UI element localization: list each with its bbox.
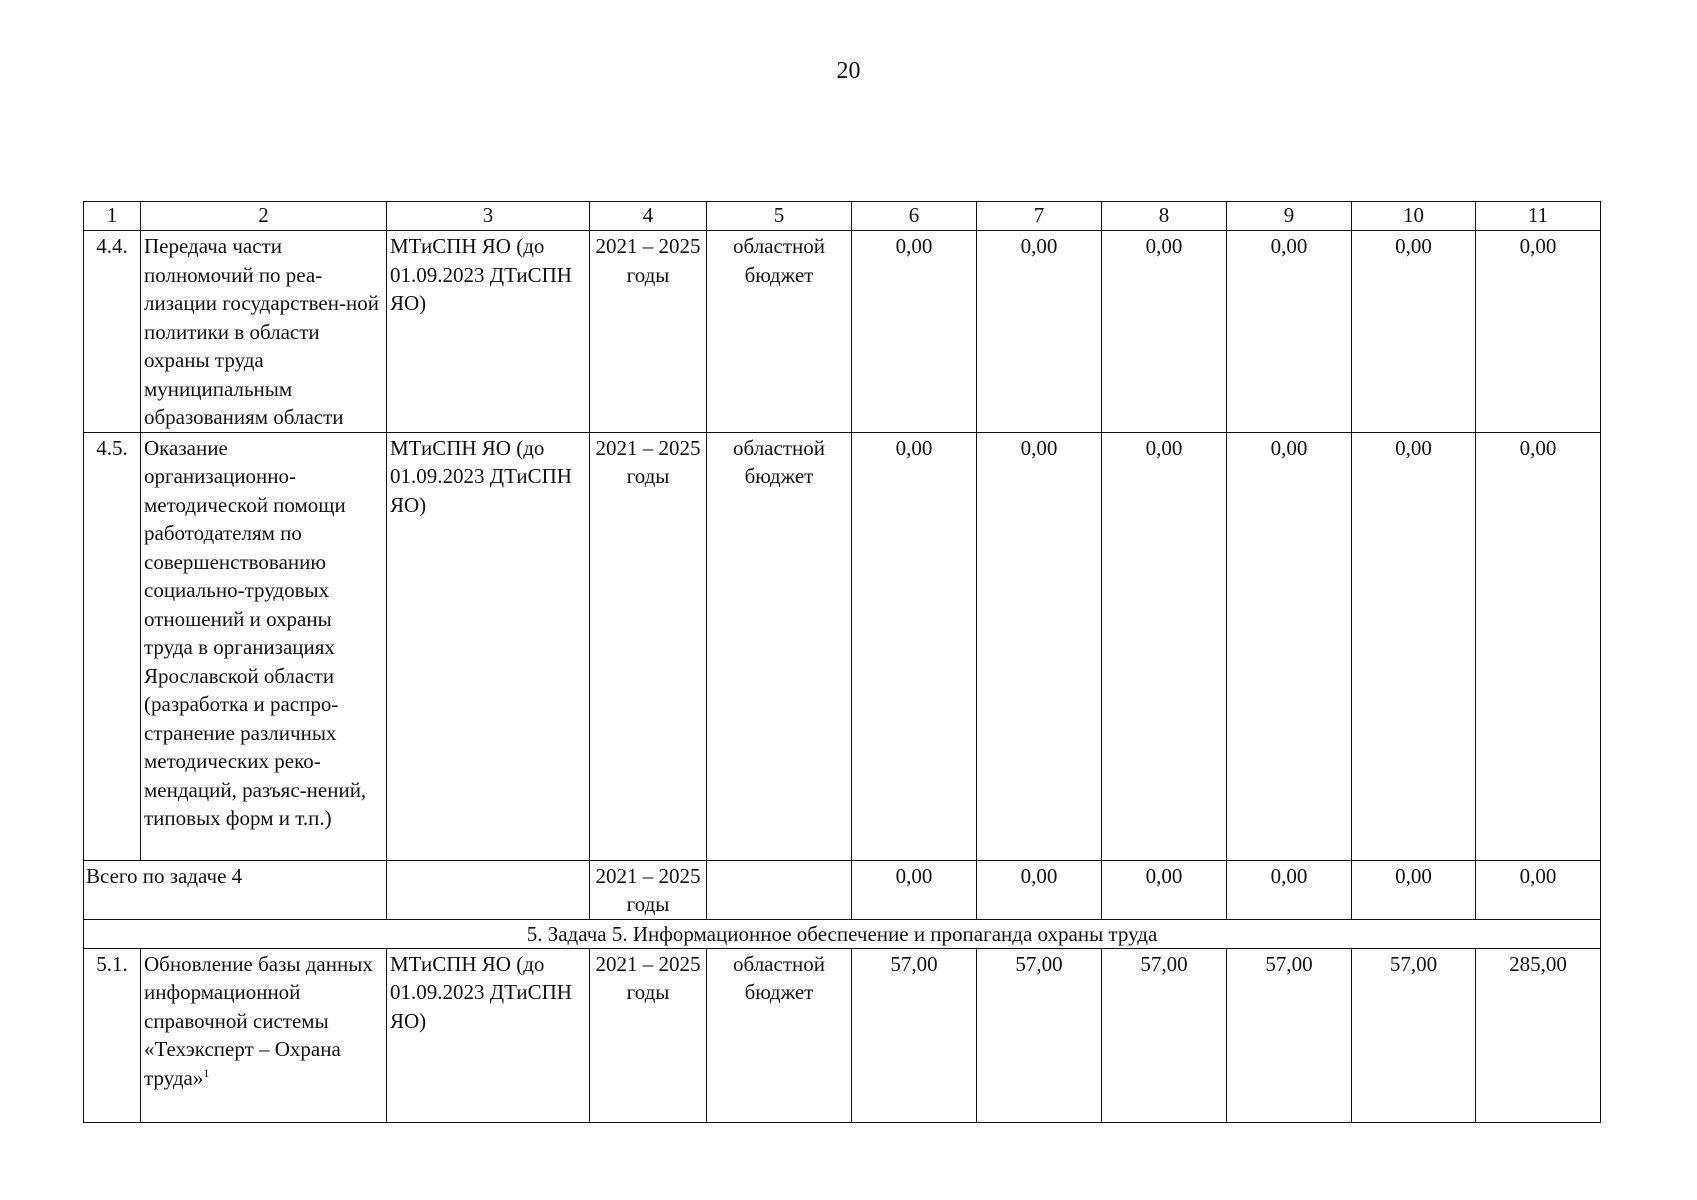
value-cell: 0,00 (1227, 860, 1352, 919)
value-cell: 0,00 (977, 231, 1102, 433)
total-row (84, 860, 1601, 919)
value-cell: 0,00 (852, 432, 977, 860)
executor: МТиСПН ЯО (до 01.09.2023 ДТиСПН ЯО) (387, 948, 590, 1122)
footnote-mark: 1 (203, 1065, 210, 1080)
column-header: 2 (141, 202, 387, 231)
period: 2021 – 2025 годы (590, 432, 707, 860)
column-header: 8 (1102, 202, 1227, 231)
section-row (84, 919, 1601, 948)
empty-cell (387, 860, 590, 919)
value-cell: 285,00 (1476, 948, 1601, 1122)
section-title: 5. Задача 5. Информационное обеспечение и пропаганда охраны труда (84, 919, 1601, 948)
period: 2021 – 2025 годы (590, 231, 707, 433)
executor: МТиСПН ЯО (до 01.09.2023 ДТиСПН ЯО) (387, 432, 590, 860)
value-cell: 0,00 (1102, 860, 1227, 919)
value-cell: 57,00 (1227, 948, 1352, 1122)
value-cell: 57,00 (1352, 948, 1476, 1122)
program-activities-table (83, 201, 1601, 1123)
column-header: 6 (852, 202, 977, 231)
column-number-row (84, 202, 1601, 231)
column-header: 1 (84, 202, 141, 231)
column-header: 9 (1227, 202, 1352, 231)
table-row (84, 231, 1601, 433)
funding-source: областной бюджет (707, 948, 852, 1122)
empty-cell (707, 860, 852, 919)
value-cell: 0,00 (1352, 860, 1476, 919)
value-cell: 0,00 (1476, 432, 1601, 860)
period: 2021 – 2025 годы (590, 948, 707, 1122)
value-cell: 0,00 (1227, 231, 1352, 433)
value-cell: 57,00 (977, 948, 1102, 1122)
activity-name-text: Обновление базы данных информационной справочной системы «Техэксперт – Охрана труда» (144, 951, 373, 1090)
table-row (84, 948, 1601, 1122)
row-number: 5.1. (84, 948, 141, 1122)
column-header: 11 (1476, 202, 1601, 231)
column-header: 5 (707, 202, 852, 231)
value-cell: 57,00 (852, 948, 977, 1122)
value-cell: 0,00 (1476, 231, 1601, 433)
value-cell: 0,00 (1352, 231, 1476, 433)
funding-source: областной бюджет (707, 432, 852, 860)
page-number: 20 (836, 58, 861, 84)
funding-source: областной бюджет (707, 231, 852, 433)
value-cell: 0,00 (852, 231, 977, 433)
value-cell: 0,00 (1102, 231, 1227, 433)
column-header: 4 (590, 202, 707, 231)
column-header: 10 (1352, 202, 1476, 231)
row-number: 4.5. (84, 432, 141, 860)
table-row (84, 432, 1601, 860)
activity-name: Оказание организационно-методической помощи работодателям по совершенствованию социально-трудовых отношений и охраны труда в организациях Ярославской области (разработка и распро-странение различных методических реко-мендаций, разъяс-нений, типовых форм и т.п.) (141, 432, 387, 860)
value-cell: 0,00 (977, 432, 1102, 860)
column-header: 3 (387, 202, 590, 231)
total-label: Всего по задаче 4 (84, 860, 387, 919)
column-header: 7 (977, 202, 1102, 231)
period: 2021 – 2025 годы (590, 860, 707, 919)
value-cell: 0,00 (1227, 432, 1352, 860)
row-number: 4.4. (84, 231, 141, 433)
value-cell: 57,00 (1102, 948, 1227, 1122)
value-cell: 0,00 (1352, 432, 1476, 860)
value-cell: 0,00 (977, 860, 1102, 919)
activity-name: Передача части полномочий по реа-лизации государствен-ной политики в области охраны труда муниципальным образованиям области (141, 231, 387, 433)
executor: МТиСПН ЯО (до 01.09.2023 ДТиСПН ЯО) (387, 231, 590, 433)
value-cell: 0,00 (1476, 860, 1601, 919)
value-cell: 0,00 (852, 860, 977, 919)
activity-name (141, 948, 387, 1122)
value-cell: 0,00 (1102, 432, 1227, 860)
